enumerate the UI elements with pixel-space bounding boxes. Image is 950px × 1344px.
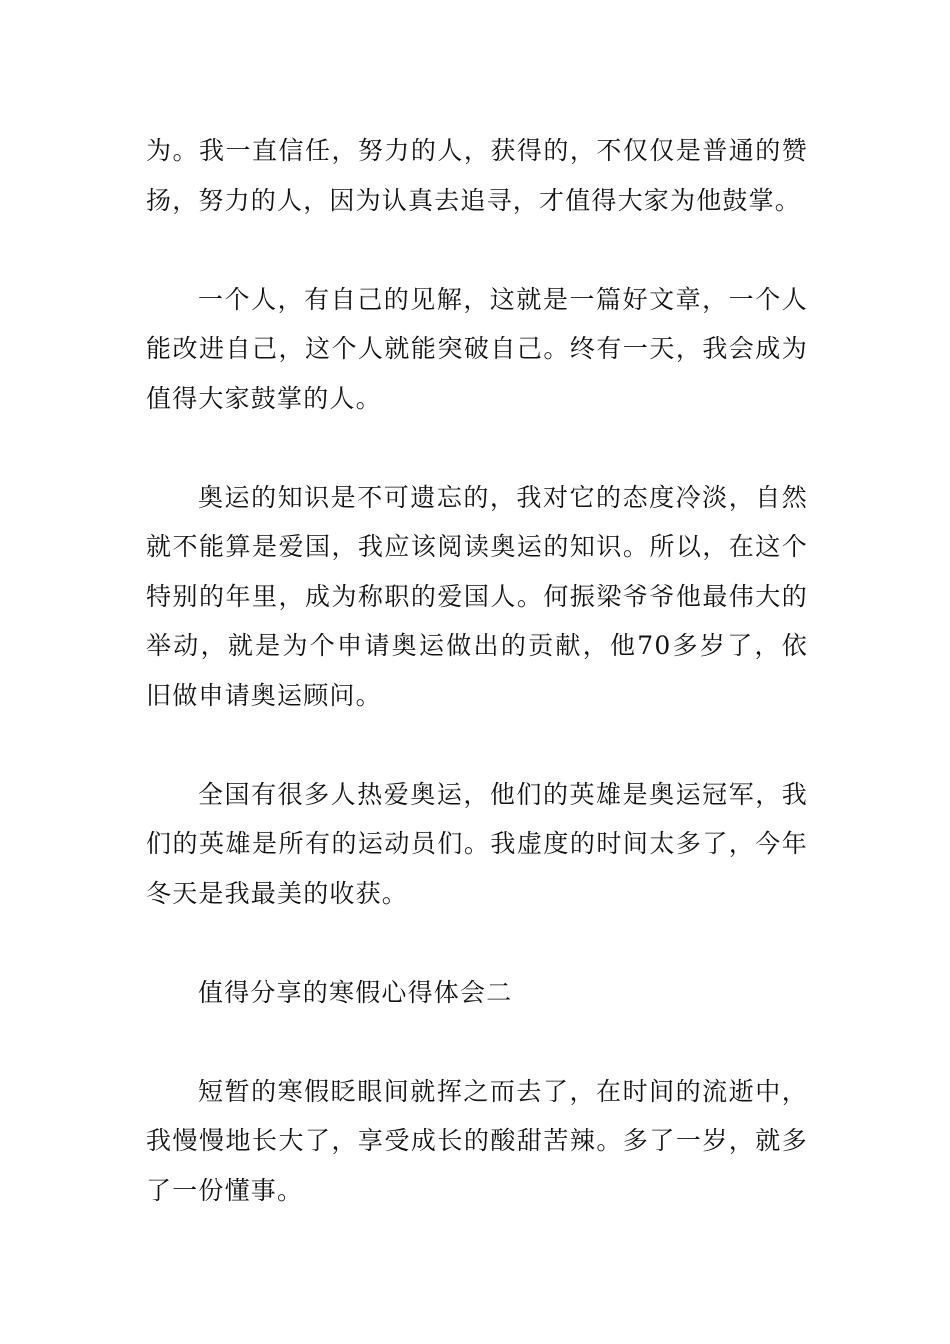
document-body (146, 126, 808, 1265)
paragraph: 奥运的知识是不可遗忘的，我对它的态度冷淡，自然就不能算是爱国，我应该阅读奥运的知识。所以，在这个特别的年里，成为称职的爱国人。何振梁爷爷他最伟大的举动，就是为个申请奥运做出的贡献，他70多岁了，依旧做申请奥运顾问。 (146, 482, 808, 710)
paragraph: 全国有很多人热爱奥运，他们的英雄是奥运冠军，我们的英雄是所有的运动员们。我虚度的时间太多了，今年冬天是我最美的收获。 (146, 779, 808, 908)
section-heading: 值得分享的寒假心得体会二 (198, 977, 513, 1007)
paragraph-continuation: 为。我一直信任，努力的人，获得的，不仅仅是普通的赞扬，努力的人，因为认真去追寻，才值得大家为他鼓掌。 (146, 136, 808, 215)
paragraph: 短暂的寒假眨眼间就挥之而去了，在时间的流逝中，我慢慢地长大了，享受成长的酸甜苦辣。多了一岁，就多了一份懂事。 (146, 1076, 808, 1205)
paragraph: 一个人，有自己的见解，这就是一篇好文章，一个人能改进自己，这个人就能突破自己。终有一天，我会成为值得大家鼓掌的人。 (146, 284, 808, 413)
